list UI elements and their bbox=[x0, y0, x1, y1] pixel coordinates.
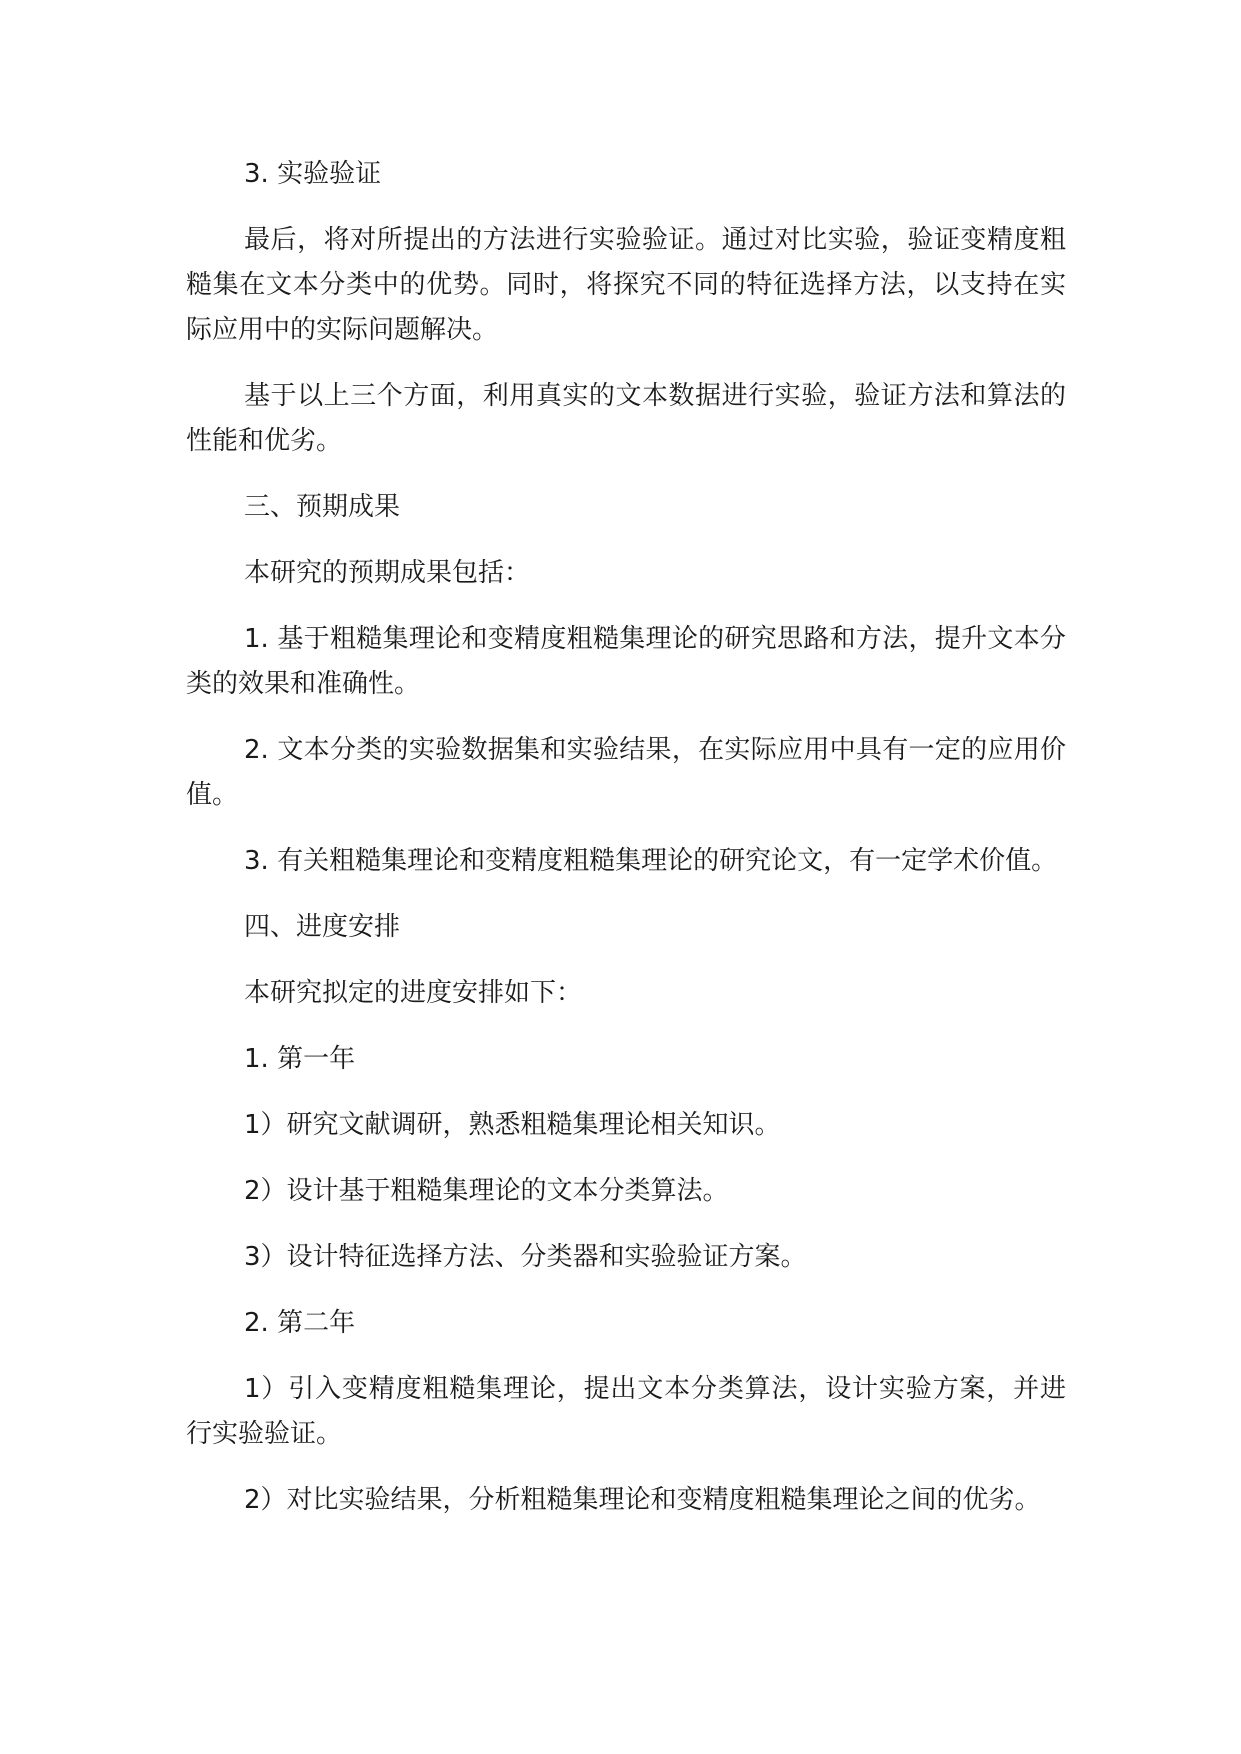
list-item: 2. 文本分类的实验数据集和实验结果，在实际应用中具有一定的应用价值。 bbox=[186, 735, 1066, 810]
list-item: 1）引入变精度粗糙集理论，提出文本分类算法，设计实验方案，并进行实验验证。 bbox=[186, 1374, 1066, 1449]
list-item: 2）对比实验结果，分析粗糙集理论和变精度粗糙集理论之间的优劣。 bbox=[244, 1485, 1041, 1515]
subheading-year-two: 2. 第二年 bbox=[244, 1308, 356, 1338]
subheading-year-one: 1. 第一年 bbox=[244, 1044, 356, 1074]
section-heading-expected-results: 三、预期成果 bbox=[244, 492, 401, 522]
document-body bbox=[186, 152, 1066, 1544]
paragraph: 基于以上三个方面，利用真实的文本数据进行实验，验证方法和算法的性能和优劣。 bbox=[186, 381, 1066, 456]
list-item: 2）设计基于粗糙集理论的文本分类算法。 bbox=[244, 1176, 729, 1206]
paragraph: 本研究拟定的进度安排如下： bbox=[244, 978, 583, 1008]
list-item: 3. 有关粗糙集理论和变精度粗糙集理论的研究论文，有一定学术价值。 bbox=[244, 846, 1058, 876]
list-item: 3）设计特征选择方法、分类器和实验验证方案。 bbox=[244, 1242, 807, 1272]
list-item: 1. 基于粗糙集理论和变精度粗糙集理论的研究思路和方法，提升文本分类的效果和准确性。 bbox=[186, 624, 1066, 699]
section-heading-schedule: 四、进度安排 bbox=[244, 912, 401, 942]
paragraph: 最后，将对所提出的方法进行实验验证。通过对比实验，验证变精度粗糙集在文本分类中的优势。同时，将探究不同的特征选择方法，以支持在实际应用中的实际问题解决。 bbox=[186, 225, 1066, 345]
section-heading-experiment: 3. 实验验证 bbox=[244, 159, 382, 189]
list-item: 1）研究文献调研，熟悉粗糙集理论相关知识。 bbox=[244, 1110, 781, 1140]
paragraph: 本研究的预期成果包括： bbox=[244, 558, 531, 588]
